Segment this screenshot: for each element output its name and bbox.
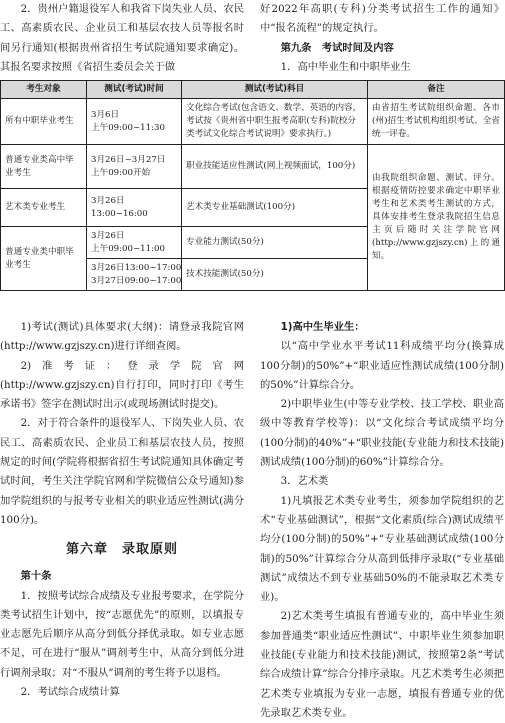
paragraph-registration-time: 2．贵州户籍退役军人和我省下岗失业人员、农民工、高素质农民、企业员工和基层农技人员等报名时间另行通知(根据贵州省招生考试院通知要求确定)。其报名要求按照《省招生委员会关于做 [0,3,244,73]
header-cell: 备注 [368,81,505,99]
paragraph-high-school-score: 以“高中学业水平考试11科成绩平均分(换算成100分制)的50%”+“职业适应性测试成绩(100分制)的50%”计算综合分。 [260,340,504,391]
lower-left-column [0,318,244,702]
cell-time [87,189,182,227]
time-line: 3月26日 [91,195,125,206]
cell-time [87,227,182,259]
header-cell: 考生对象 [1,81,87,99]
cell-object: 普通专业类高中毕业考生 [1,145,87,189]
table-row [1,99,505,145]
paragraph-art-ordinary: 2)艺术类考生填报有普通专业的，高中毕业生须参加普通类“职业适应性测试”、中职毕业生须参加职业技能(专业能力和技术技能)测试，按照第2条“考试综合成绩计算”综合分排序录取。凡艺术类考生必须把艺术类专业填报为专业一志愿，填报有普通专业的优先录取艺术类专业。 [260,610,504,719]
article-9-heading: 第九条 考试时间及内容 [280,41,394,54]
top-left-column [0,0,244,77]
cell-note: 由省招生考试院组织命题、各市(州)招生考试机构组织考试、全省统一评卷。 [368,99,505,145]
cell-time [87,259,182,291]
time-line: 3月26日 [91,230,125,241]
time-line: 3月27日09:00~17:00 [91,275,182,286]
cell-note-merged: 由我院组织命题、测试、评分。根据疫情防控要求确定中职毕业考生和艺术类考生测试的方式，具体安排考生登录我院招生信息主页后随时关注学院官网(http://www.gzjszy.cn)上的通知。 [368,145,505,291]
cell-object: 艺术类专业考生 [1,189,87,227]
paragraph-special-candidates: 2．对于符合条件的退役军人、下岗失业人员、农民工、高素质农民、企业员工和基层农技人员，按照规定的时间(学院将根据省招生考试院通知具体确定考试时间，考生关注学院官网和学院微信公众号通知)参加学院组织的与报考专业相关的职业适应性测试(满分100分)。 [0,417,244,526]
top-right-column [260,0,504,77]
paragraph-art-test: 1)凡填报艺术类专业考生，须参加学院组织的艺术“专业基础测试”，根据“文化素质(综合)测试成绩平均分(100分制)的50%”+“专业基础测试成绩(100分制)的50%”计算综合分从高到低排序录取(“专业基础测试”成绩达不到专业基础50%的不能录取艺术类专业)。 [260,494,504,604]
exam-schedule-table-wrapper [0,80,504,310]
table-row [1,145,505,189]
paragraph-score-calc-heading: 2．考试综合成绩计算 [20,686,120,699]
header-cell: 测试(考试)时间 [87,81,182,99]
cell-subject: 专业能力测试(50分) [182,227,368,259]
cell-object: 普通专业类中职毕业考生 [1,227,87,291]
time-line: 上午09:00~11:30 [91,122,165,133]
cell-subject: 技术技能测试(50分) [182,259,368,291]
cell-subject: 职业技能适应性测试(网上视频面试，100分) [182,145,368,189]
paragraph-admission-ticket: 2)准考证：登录学院官网(http://www.gzjszy.cn)自行打印，同时打印《考生承诺书》签字在测试时出示(或现场测试时提交)。 [0,359,244,411]
cell-object: 所有中职毕业考生 [1,99,87,145]
paragraph-admission-rule: 1．按照考试综合成绩及专业报考要求，在学院分类考试招生计划中，按“志愿优先”的原则，以填报专业志愿先后顺序从高分到低分择优录取。如专业志愿不足，可在进行“服从”调剂考生中，从高分到低分进行调剂录取；对“不服从”调剂的考生将予以退档。 [0,589,244,679]
paragraph-vocational-score: 2)中职毕业生(中等专业学校、技工学校、职业高级中等教育学校等)：以“文化综合考试成绩平均分(100分制)的40%”+“职业技能(专业能力和技术技能)测试成绩(100分制)的60%”计算综合分。 [260,398,504,469]
lower-right-column [260,318,504,723]
cell-time [87,99,182,145]
high-school-graduates-heading: 1)高中生毕业生： [280,321,365,333]
item-1-heading: 1．高中毕业生和中职毕业生 [280,60,411,73]
article-10-heading: 第十条 [20,570,52,583]
time-line: 上午09:00~11:00 [91,243,165,254]
time-line: 3月26日~3月27日 [91,154,166,165]
time-line: 13:00~16:00 [91,208,148,219]
header-cell: 测试(考试)科目 [182,81,368,99]
cell-subject: 艺术类专业基础测试(100分) [182,189,368,227]
time-line: 上午09:00开始 [91,167,151,178]
chapter-6-heading: 第六章 录取原则 [65,542,178,558]
paragraph-notice-continuation: 好2022年高职(专科)分类考试招生工作的通知》中“报名流程”的规定执行。 [260,3,504,35]
cell-subject: 文化综合考试(包含语文、数学、英语的内容，考试按《贵州省中职生报考高职(专科)院校分类考试文化综合考试说明》要求执行。) [182,99,368,145]
cell-time [87,145,182,189]
table-header-row [1,81,505,99]
art-category-heading: 3．艺术类 [280,475,329,488]
time-line: 3月26日13:00~17:00 [91,262,182,273]
paragraph-exam-requirements: 1)考试(测试)具体要求(大纲)：请登录我院官网(http://www.gzjszy.cn)进行详细查阅。 [0,321,244,353]
time-line: 3月6日 [91,109,120,120]
exam-schedule-table [0,80,505,291]
